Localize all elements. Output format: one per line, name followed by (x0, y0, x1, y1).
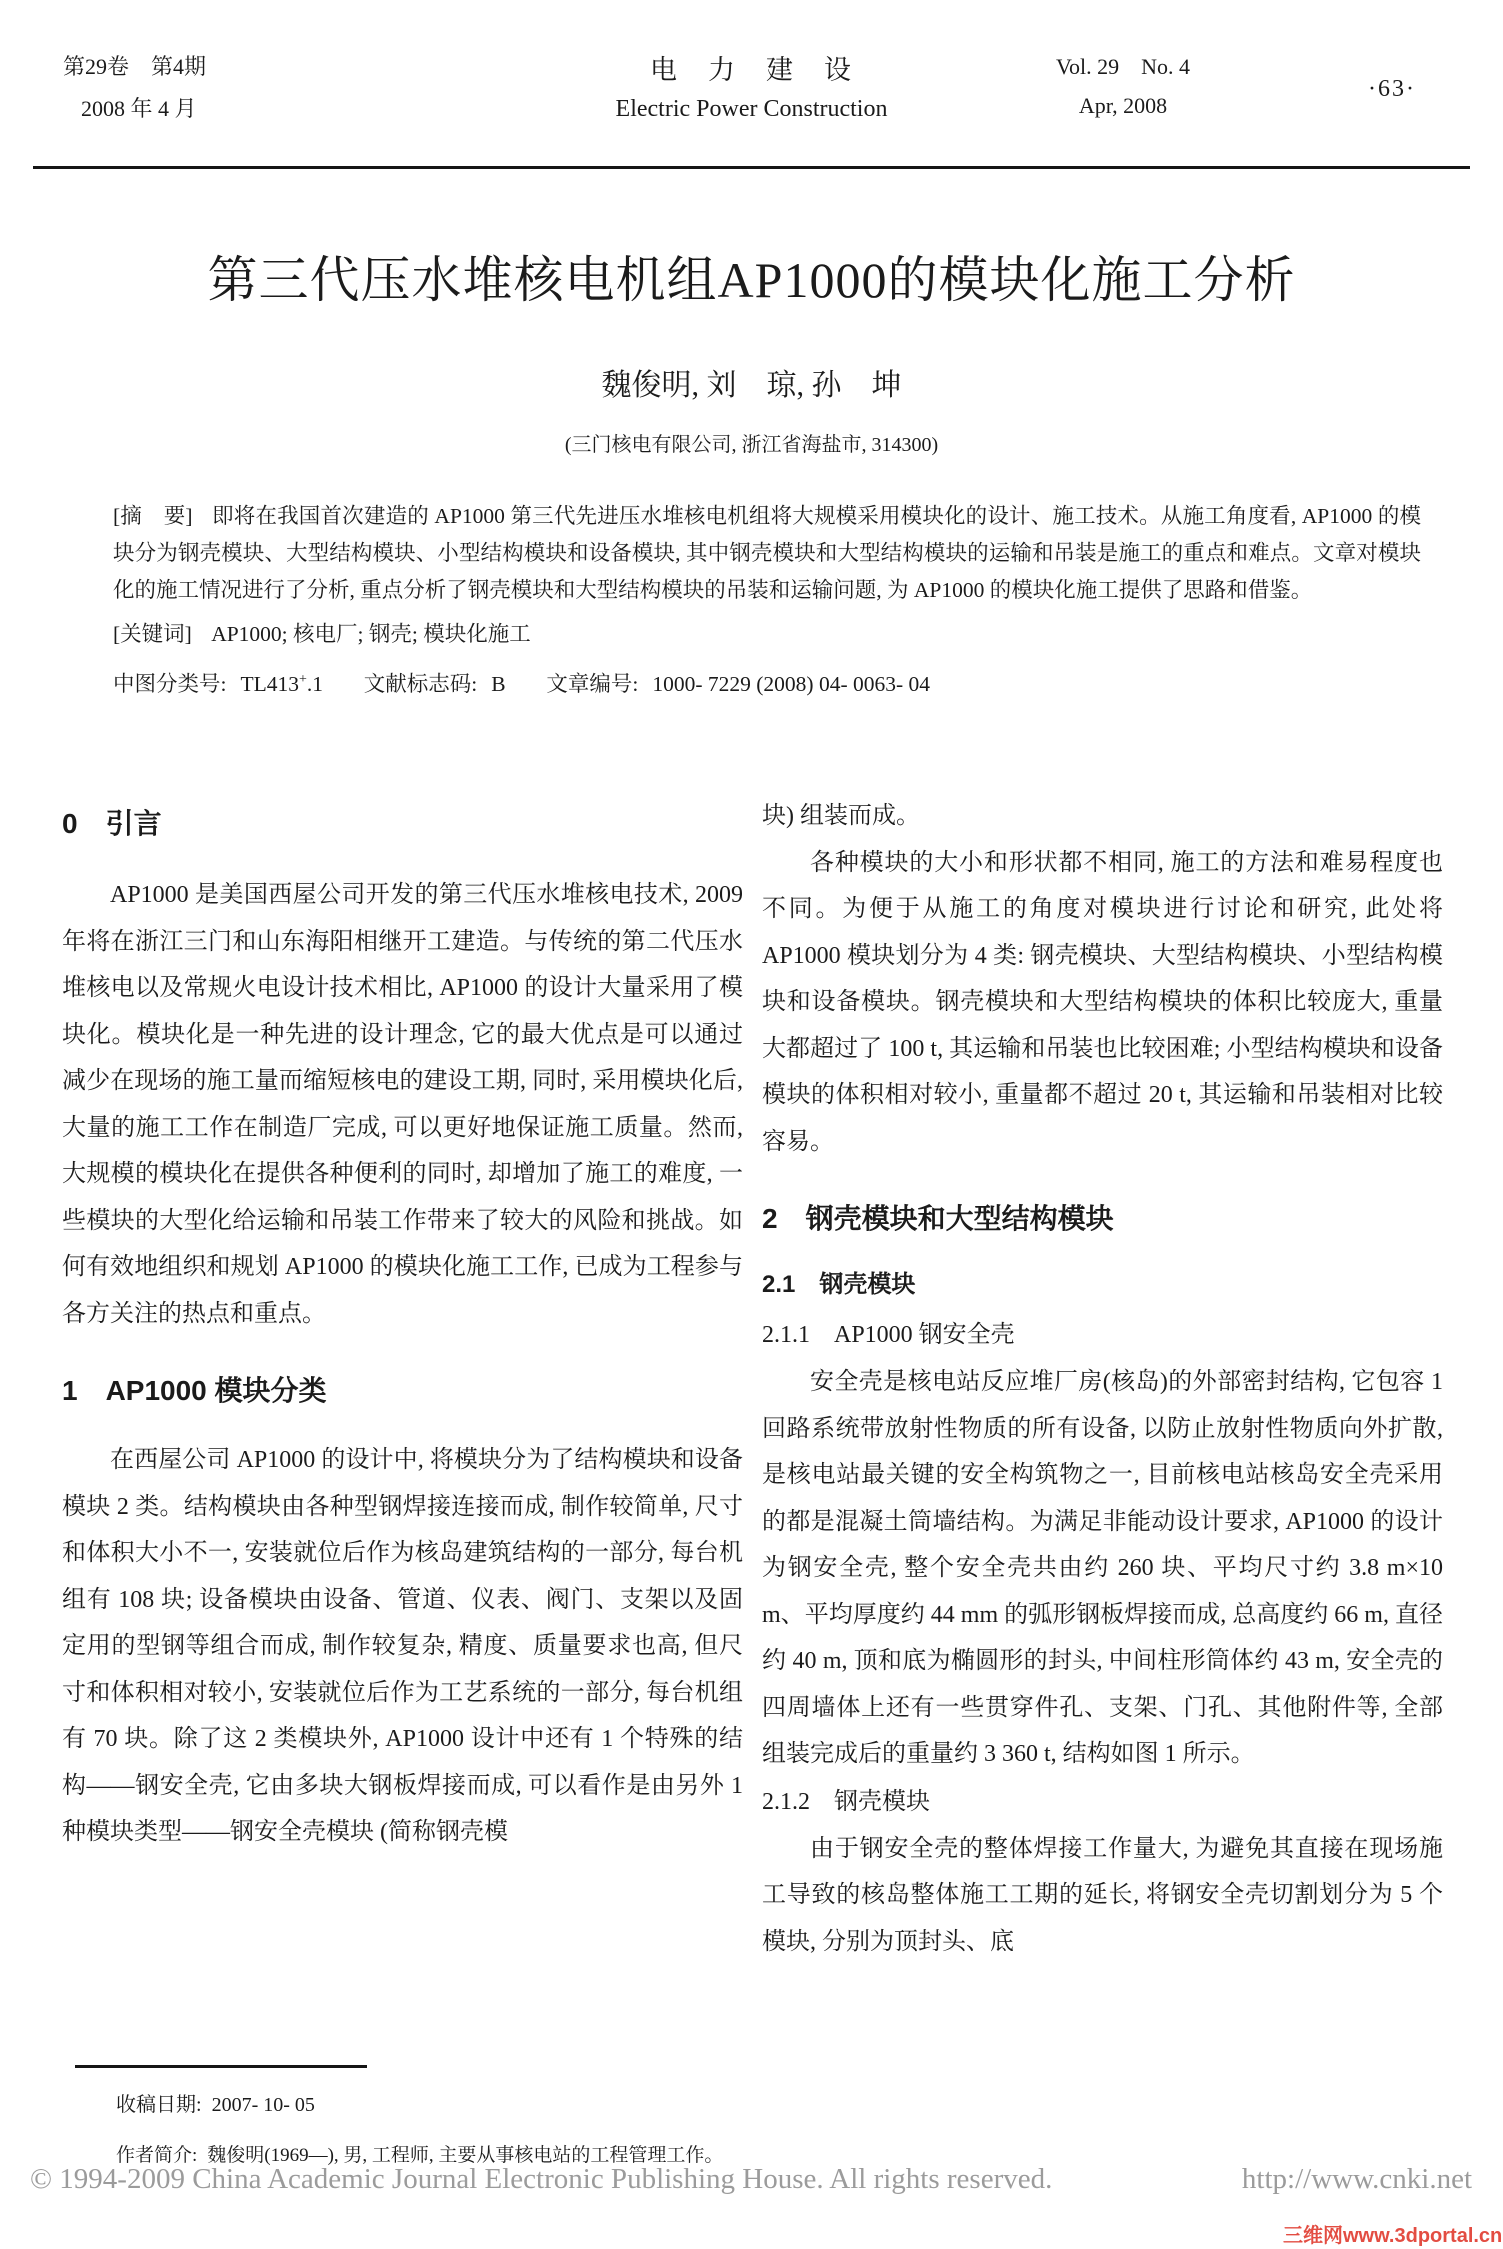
keywords-label: [关键词] (113, 622, 192, 646)
right-column (762, 793, 1443, 1965)
keywords-line (113, 616, 1421, 653)
header-volume-issue-en: Vol. 29 No. 4 (1055, 54, 1191, 79)
article-affiliation: (三门核电有限公司, 浙江省海盐市, 314300) (564, 434, 939, 456)
clc-label: 中图分类号: (113, 672, 227, 697)
clc-value: TL413 (240, 672, 300, 697)
article-meta-block (113, 498, 1421, 703)
abstract-label: [摘 要] (113, 504, 193, 528)
classification-line (113, 661, 1421, 703)
section-2-1-heading: 2.1 钢壳模块 (762, 1271, 916, 1298)
section-0-paragraph: AP1000 是美国西屋公司开发的第三代压水堆核电技术, 2009 年将在浙江三门和山东海阳相继开工建造。与传统的第二代压水堆核电以及常规火电设计技术相比, AP1000 的设计大量采用了模块化。模块化是一种先进的设计理念, 它的最大优点是可以通过减少在现场的施工量而缩短核电的建设工期, 同时, 采用模块化后, 大量的施工工作在制造厂完成, 可以更好地保证施工质量。然而, 大规模的模块化在提供各种便利的同时, 却增加了施工的难度, 一些模块的大型化给运输和吊装工作带来了较大的风险和挑战。如何有效地组织和规划 AP1000 的模块化施工工作, 已成为工程参与各方关注的热点和重点。 (62, 882, 743, 1327)
shell-module-paragraph: 由于钢安全壳的整体焊接工作量大, 为避免其直接在现场施工导致的核岛整体施工工期的延长, 将钢安全壳切割划分为 5 个模块, 分别为顶封头、底 (762, 1835, 1443, 1955)
author-bio-text: 魏俊明(1969—), 男, 工程师, 主要从事核电站的工程管理工作。 (207, 2145, 724, 2166)
article-title: 第三代压水堆核电机组AP1000的模块化施工分析 (207, 252, 1296, 308)
page-number: ·63· (1368, 76, 1416, 102)
module-classes-paragraph: 各种模块的大小和形状都不相同, 施工的方法和难易程度也不同。为便于从施工的角度对模块进行讨论和研究, 此处将 AP1000 模块划分为 4 类: 钢壳模块、大型结构模块、小型结构模块和设备模块。钢壳模块和大型结构模块的体积比较庞大, 重量大都超过了 100 t, 其运输和吊装也比较困难; 小型结构模块和设备模块的体积相对较小, 重量都不超过 20 t, 其运输和吊装相对比较容易。 (762, 849, 1443, 1155)
clc-tail: .1 (306, 672, 324, 697)
clc-superscript: + (299, 672, 307, 687)
received-date-label: 收稿日期: (116, 2094, 202, 2116)
section-1-paragraph: 在西屋公司 AP1000 的设计中, 将模块分为了结构模块和设备模块 2 类。结构模块由各种型钢焊接连接而成, 制作较简单, 尺寸和体积大小不一, 安装就位后作为核岛建筑结构的一部分, 每台机组有 108 块; 设备模块由设备、管道、仪表、阀门、支架以及固定用的型钢等组合而成, 制作较复杂, 精度、质量要求也高, 但尺寸和体积相对较小, 安装就位后作为工艺系统的一部分, 每台机组有 70 块。除了这 2 类模块外, AP1000 设计中还有 1 个特殊的结构——钢安全壳, 它由多块大钢板焊接而成, 可以看作是由另外 1 种模块类型——钢安全壳模块 (简称钢壳模 (62, 1447, 743, 1845)
article-authors: 魏俊明, 刘 琼, 孙 坤 (601, 369, 902, 402)
footnote-rule (75, 2065, 367, 2068)
copyright-text: © 1994-2009 China Academic Journal Electronic Publishing House. All rights reserved. (30, 2163, 1053, 2195)
journal-title-cn: 电 力 建 设 (650, 55, 853, 85)
keywords-text: AP1000; 核电厂; 钢壳; 模块化施工 (211, 622, 531, 646)
received-date-value: 2007- 10- 05 (211, 2094, 315, 2116)
containment-paragraph: 安全壳是核电站反应堆厂房(核岛)的外部密封结构, 它包容 1 回路系统带放射性物质的所有设备, 以防止放射性物质向外扩散, 是核电站最关键的安全构筑物之一, 目前核电站核岛安全壳采用的都是混凝土筒墙结构。为满足非能动设计要求, AP1000 的设计为钢安全壳, 整个安全壳共由约 260 块、平均尺寸约 3.8 m×10 m、平均厚度约 44 mm 的弧形钢板焊接而成, 总高度约 66 m, 直径约 40 m, 顶和底为椭圆形的封头, 中间柱形筒体约 43 m, 安全壳的四周墙体上还有一些贯穿件孔、支架、门孔、其他附件等, 全部组装完成后的重量约 3 360 t, 结构如图 1 所示。 (762, 1369, 1443, 1767)
doc-code-value: B (491, 672, 506, 697)
copyright-line (30, 2163, 1472, 2196)
section-2-1-1-heading: 2.1.1 AP1000 钢安全壳 (762, 1322, 1015, 1348)
section-0-heading: 0 引言 (62, 808, 162, 839)
left-column (62, 800, 743, 1856)
section-1-heading: 1 AP1000 模块分类 (62, 1375, 327, 1406)
article-id-label: 文章编号: (546, 672, 639, 697)
author-bio-label: 作者简介: (116, 2145, 198, 2166)
received-date-line (116, 2088, 315, 2117)
article-id-value: 1000- 7229 (2008) 04- 0063- 04 (652, 672, 931, 697)
header-volume-issue-cn: 第29卷 第4期 (63, 54, 207, 79)
header-date-en: Apr, 2008 (1078, 93, 1168, 118)
section-2-1-2-heading: 2.1.2 钢壳模块 (762, 1788, 930, 1815)
abstract-text: 即将在我国首次建造的 AP1000 第三代先进压水堆核电机组将大规模采用模块化的设计、施工技术。从施工角度看, AP1000 的模块分为钢壳模块、大型结构模块、小型结构模块和设备模块, 其中钢壳模块和大型结构模块的运输和吊装是施工的重点和难点。文章对模块化的施工情况进行了分析, 重点分析了钢壳模块和大型结构模块的吊装和运输问题, 为 AP1000 的模块化施工提供了思路和借鉴。 (113, 504, 1421, 602)
doc-code-label: 文献标志码: (363, 672, 478, 697)
header-right (1018, 50, 1228, 119)
header-date-cn: 2008 年 4 月 (81, 96, 197, 121)
header-center (0, 48, 1503, 123)
journal-title-en: Electric Power Construction (615, 96, 888, 122)
copyright-url: http://www.cnki.net (1241, 2163, 1472, 2195)
header-rule (33, 166, 1470, 169)
watermark-text: 三维网www.3dportal.cn (1283, 2225, 1503, 2247)
section-2-heading: 2 钢壳模块和大型结构模块 (762, 1203, 1114, 1234)
abstract-paragraph (113, 498, 1421, 609)
continued-paragraph: 块) 组装而成。 (762, 803, 920, 829)
